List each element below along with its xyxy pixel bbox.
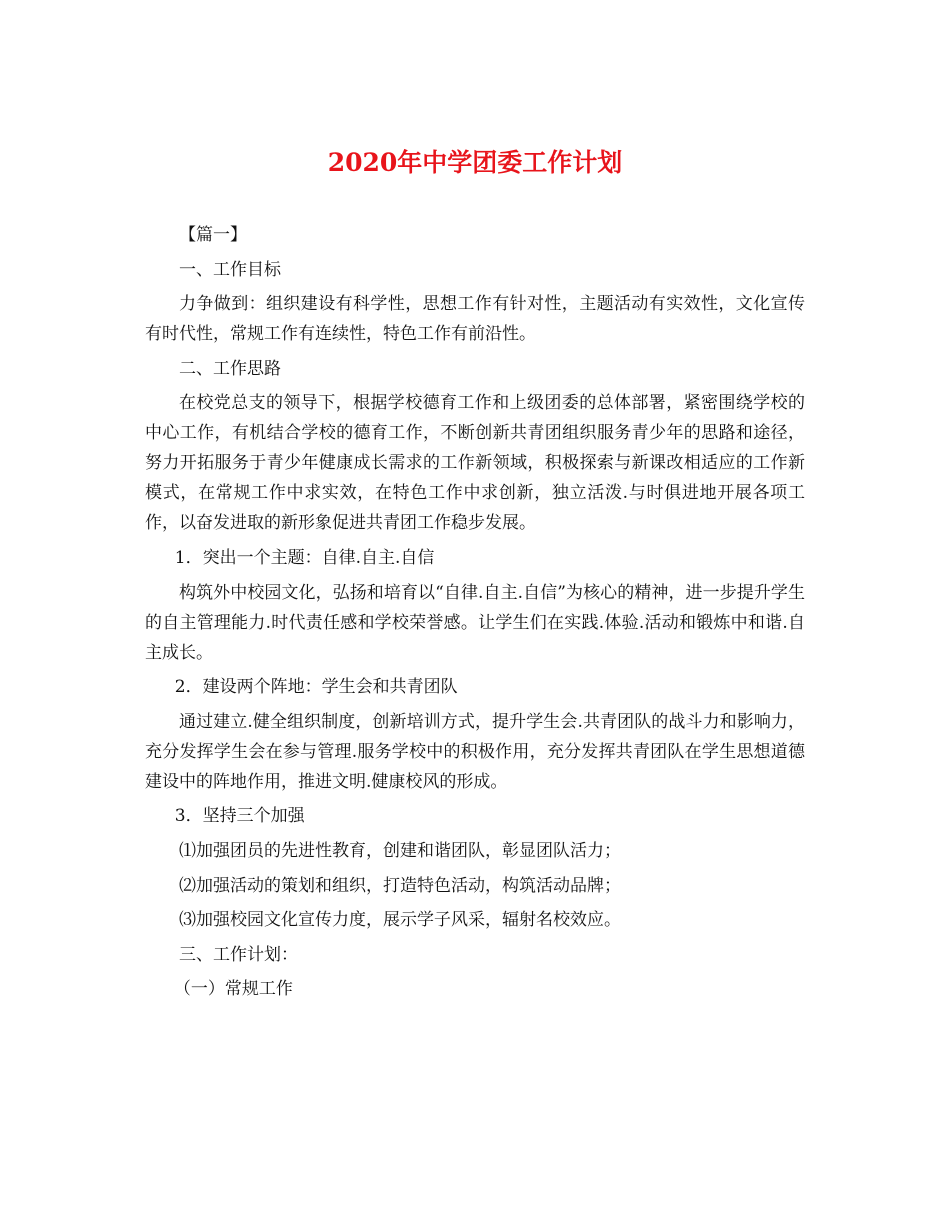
list-item: ⑶加强校园文化宣传力度，展示学子风采，辐射名校效应。 [179, 910, 621, 931]
paragraph-goals: 力争做到：组织建设有科学性，思想工作有针对性，主题活动有实效性，文化宣传有时代性，常规工作有连续性，特色工作有前沿性。 [145, 294, 805, 345]
paragraph-two-bases: 通过建立.健全组织制度，创新培训方式，提升学生会.共青团队的战斗力和影响力，充分发挥学生会在参与管理.服务学校中的积极作用，充分发挥共青团队在学生思想道德建设中的阵地作用，推进文明.健康校风的形成。 [145, 711, 805, 792]
list-item: ⑵加强活动的策划和组织，打造特色活动，构筑活动品牌； [179, 875, 621, 896]
heading-work-ideas: 二、工作思路 [179, 358, 281, 379]
heading-two-bases: 2．建设两个阵地：学生会和共青团队 [174, 677, 458, 698]
list-item: ⑴加强团员的先进性教育，创建和谐团队，彰显团队活力； [179, 840, 621, 861]
paragraph-theme: 构筑外中校园文化，弘扬和培育以“自律.自主.自信”为核心的精神，进一步提升学生的自主管理能力.时代责任感和学校荣誉感。让学生们在实践.体验.活动和锻炼中和谐.自主成长。 [145, 582, 805, 663]
heading-routine-work: （一）常规工作 [173, 979, 293, 1000]
section-label: 【篇一】 [179, 225, 247, 245]
document-title: 2020年中学团委工作计划 [327, 148, 623, 177]
heading-work-plan: 三、工作计划： [179, 944, 298, 965]
heading-work-goals: 一、工作目标 [179, 259, 281, 280]
document-body [145, 220, 805, 1009]
paragraph-ideas: 在校党总支的领导下，根据学校德育工作和上级团委的总体部署，紧密围绕学校的中心工作，有机结合学校的德育工作，不断创新共青团组织服务青少年的思路和途径，努力开拓服务于青少年健康成长需求的工作新领域，积极探索与新课改相适应的工作新模式，在常规工作中求实效，在特色工作中求创新，独立活泼.与时俱进地开展各项工作，以奋发进取的新形象促进共青团工作稳步发展。 [145, 393, 805, 534]
heading-theme: 1．突出一个主题：自律.自主.自信 [174, 547, 435, 568]
heading-three-strengthen: 3．坚持三个加强 [174, 806, 305, 827]
